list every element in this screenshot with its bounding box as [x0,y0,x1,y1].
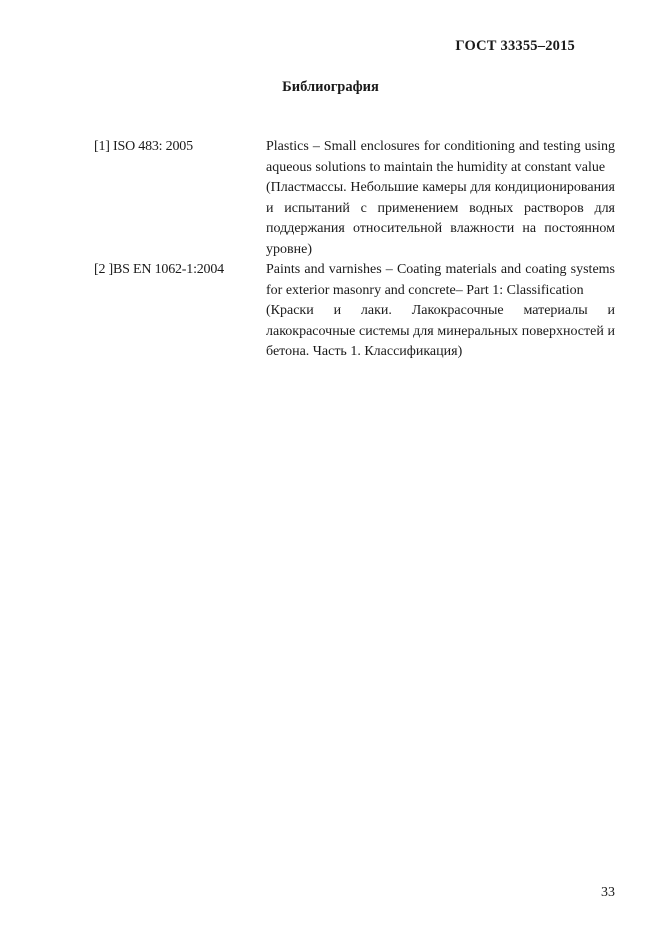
section-title: Библиография [282,79,379,95]
bibliography-list [94,137,615,363]
bibliography-entry [94,137,615,260]
page-number: 33 [601,885,615,900]
bibliography-reference: [2 ]BS EN 1062-1:2004 [94,262,224,277]
bibliography-text [266,137,615,260]
bibliography-title-ru: (Краски и лаки. Лакокрасочные материалы и лакокрасочные системы для минеральных поверхностей и бетона. Часть 1. Классификация) [266,303,615,359]
bibliography-title-en: Paints and varnishes – Coating materials and coating systems for exterior masonry and concrete– Part 1: Classification [266,262,615,298]
bibliography-reference: [1] ISO 483: 2005 [94,139,193,154]
bibliography-title-en: Plastics – Small enclosures for conditioning and testing using aqueous solutions to maintain the humidity at constant value [266,139,615,175]
bibliography-title-ru: (Пластмассы. Небольшие камеры для кондиционирования и испытаний с применением водных растворов для поддержания относительной влажности на постоянном уровне) [266,180,615,257]
bibliography-entry [94,260,615,363]
bibliography-text [266,260,615,363]
document-code: ГОСТ 33355–2015 [455,38,575,54]
